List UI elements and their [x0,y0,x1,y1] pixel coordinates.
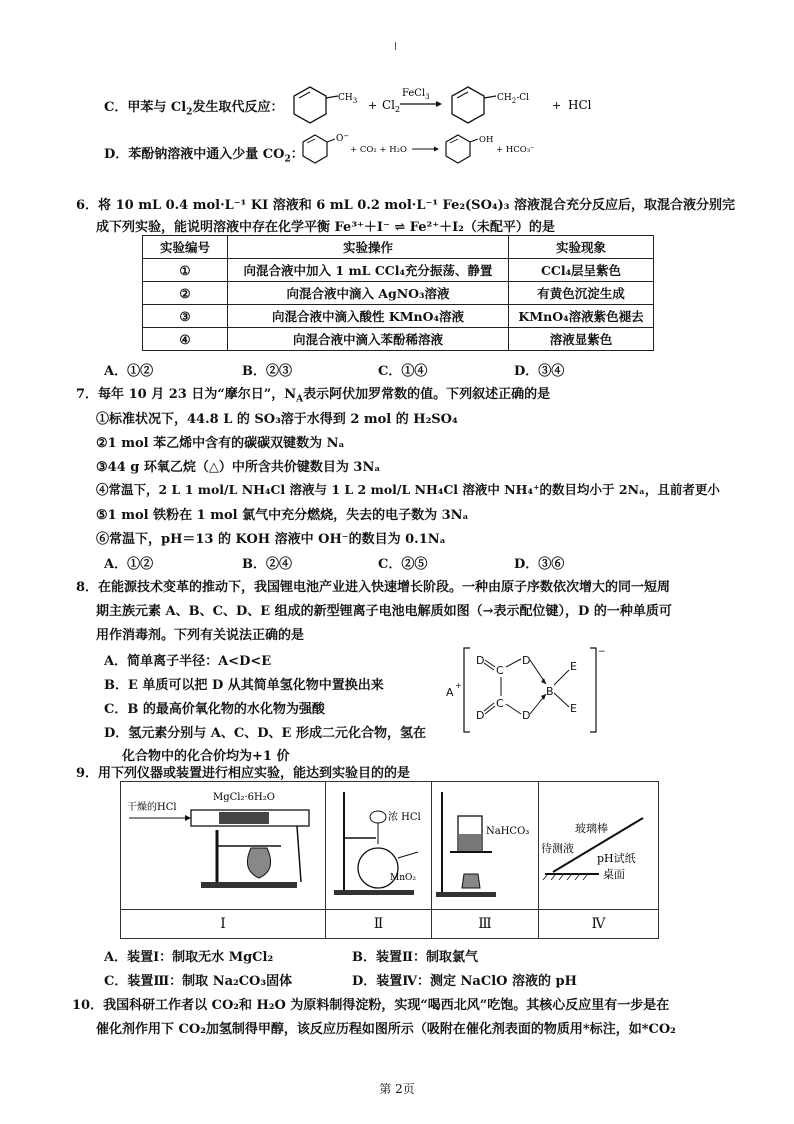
svg-text:O−: O− [336,132,350,144]
panel-label-3: Ⅲ [432,909,538,938]
svg-text:C: C [496,697,504,710]
table-row: ④ 向混合液中滴入苯酚稀溶液 溶液显紫色 [143,328,654,351]
svg-text:浓 HCl: 浓 HCl [388,812,421,823]
svg-text:玻璃棒: 玻璃棒 [575,822,608,835]
apparatus-1-drawing [121,782,325,910]
q10-stem-line1: 10．我国科研工作者以 CO₂和 H₂O 为原料制得淀粉，实现“喝西北风”吃饱。其核心反应里有一步是在 [72,998,670,1013]
apparatus-2-drawing [326,782,431,910]
svg-text:MnO₂: MnO₂ [390,873,416,883]
svg-text:桌面: 桌面 [603,868,625,881]
apparatus-panel-4 [538,781,659,939]
q7-item-6: ⑥常温下，pH＝13 的 KOH 溶液中 OH⁻的数目为 0.1Nₐ [96,532,446,547]
q7-item-4: ④常温下，2 L 1 mol/L NH₄Cl 溶液与 1 L 2 mol/L NH₄Cl 溶液中 NH₄⁺的数目均小于 2Nₐ，且前者更小 [96,482,720,497]
svg-text:E: E [570,660,577,673]
q9-option-b: B．装置Ⅱ：制取氯气 [352,950,478,965]
svg-text:OH: OH [479,135,494,145]
q6-option-c: C．①④ [378,364,428,379]
svg-text:+: + [455,681,462,690]
svg-text:−: − [598,647,606,657]
q8-option-c: C．B 的最高价氧化物的水化物为强酸 [104,702,325,717]
q9-option-d: D．装置Ⅳ：测定 NaClO 溶液的 pH [352,974,577,989]
table-row: ② 向混合液中滴入 AgNO₃溶液 有黄色沉淀生成 [143,282,654,305]
q9-option-c: C．装置Ⅲ：制取 Na₂CO₃固体 [104,974,293,989]
svg-text:D: D [522,709,531,722]
apparatus-panel-2 [325,781,432,939]
svg-text:A: A [446,686,454,699]
q8-option-b: B．E 单质可以把 D 从其简单氢化物中置换出来 [104,678,384,693]
q6-option-d: D．③④ [514,364,565,379]
svg-text:E: E [570,702,577,715]
q7-stem: 7．每年 10 月 23 日为“摩尔日”，$N_A$表示阿伏加罗常数的值。下列叙述正确的是 [76,387,551,405]
svg-text:D: D [476,709,485,722]
q8-option-a: A．简单离子半径：A<D<E [104,654,272,669]
q7-item-5: ⑤1 mol 铁粉在 1 mol 氯气中充分燃烧，失去的电子数为 3Nₐ [96,508,469,523]
apparatus-panel-1 [120,781,326,939]
q7-item-1: ①标准状况下，44.8 L 的 SO₃溶于水得到 2 mol 的 H₂SO₄ [96,412,458,427]
q7-item-3: ③44 g 环氧乙烷（△）中所含共价键数目为 3Nₐ [96,460,381,475]
q8-option-d: D．氢元素分别与 A、C、D、E 形成二元化合物，氢在 [104,726,426,741]
svg-text:MgCl₂·6H₂O: MgCl₂·6H₂O [213,792,275,803]
q7-option-d: D．③⑥ [514,557,565,572]
q6-experiment-table [142,235,654,351]
cl2-reagent: $Cl_2$ [382,98,401,114]
panel-label-4: Ⅳ [539,909,658,938]
benzyl-chloride-group: $CH_2-Cl$ [497,93,530,105]
q7-item-2: ②1 mol 苯乙烯中含有的碳碳双键数为 Nₐ [96,436,345,451]
svg-text:D: D [476,654,485,667]
q8-stem-line2: 期主族元素 A、B、C、D、E 组成的新型锂离子电池电解质如图（→表示配位键），D 的一种单质可 [96,604,672,619]
q5-option-d: D．苯酚钠溶液中通入少量 $CO_2$： [104,147,304,165]
page-top-mark [395,42,396,50]
q7-option-c: C．②⑤ [378,557,428,572]
svg-text:NaHCO₃: NaHCO₃ [486,826,530,837]
electrolyte-structure-diagram [442,640,612,738]
svg-text:+ HCO₃⁻: + HCO₃⁻ [496,145,535,155]
svg-text:HCl: HCl [568,98,592,112]
table-row: ① 向混合液中加入 1 mL CCl₄充分振荡、静置 CCl₄层呈紫色 [143,259,654,282]
q9-stem: 9．用下列仪器或装置进行相应实验，能达到实验目的的是 [76,766,411,781]
apparatus-4-drawing [539,782,658,910]
toluene-ch3: $CH_3$ [338,93,358,105]
toluene-chlorination-equation [290,84,610,126]
fecl3-catalyst: FeCl$_3$ [402,88,430,101]
svg-text:干燥的HCl: 干燥的HCl [127,802,177,813]
q6-stem-line2: 成下列实验，能说明溶液中存在化学平衡 Fe³⁺＋I⁻ ⇌ Fe²⁺＋I₂（未配平）的是 [96,220,555,235]
svg-text:B: B [546,685,554,698]
q8-stem-line3: 用作消毒剂。下列有关说法正确的是 [96,628,305,643]
q10-stem-line2: 催化剂作用下 CO₂加氢制得甲醇，该反应历程如图所示（吸附在催化剂表面的物质用*标注，如*CO₂ [96,1022,676,1037]
panel-label-1: Ⅰ [121,909,325,938]
q7-option-a: A．①② [104,557,154,572]
table-row: ③ 向混合液中滴入酸性 KMnO₄溶液 KMnO₄溶液紫色褪去 [143,305,654,328]
apparatus-3-drawing [432,782,538,910]
panel-label-2: Ⅱ [326,909,431,938]
svg-text:C: C [496,664,504,677]
apparatus-panel-3 [431,781,539,939]
q7-option-b: B．②④ [242,557,292,572]
q5-option-c: C．甲苯与 $Cl_2$发生取代反应： [104,100,284,118]
phenoxide-equation [300,132,540,164]
svg-text:+: + [368,99,378,112]
svg-text:D: D [522,654,531,667]
page-footer: 第 2页 [379,1082,415,1096]
svg-text:+ CO₂ + H₂O: + CO₂ + H₂O [350,145,408,155]
svg-text:pH试纸: pH试纸 [597,852,636,865]
q8-option-d-cont: 化合物中的化合价均为+1 价 [122,749,290,764]
svg-text:待测液: 待测液 [541,842,574,855]
q8-stem-line1: 8．在能源技术变革的推动下，我国锂电池产业进入快速增长阶段。一种由原子序数依次增大的同一短周 [76,580,671,595]
q6-option-a: A．①② [104,364,154,379]
q6-option-b: B．②③ [242,364,292,379]
q6-stem-line1: 6．将 10 mL 0.4 mol·L⁻¹ KI 溶液和 6 mL 0.2 mol·L⁻¹ Fe₂(SO₄)₃ 溶液混合充分反应后，取混合液分别完 [76,198,735,213]
q9-option-a: A．装置Ⅰ：制取无水 MgCl₂ [104,950,274,965]
svg-text:+: + [552,99,562,112]
table-header-row: 实验编号 实验操作 实验现象 [143,236,654,259]
